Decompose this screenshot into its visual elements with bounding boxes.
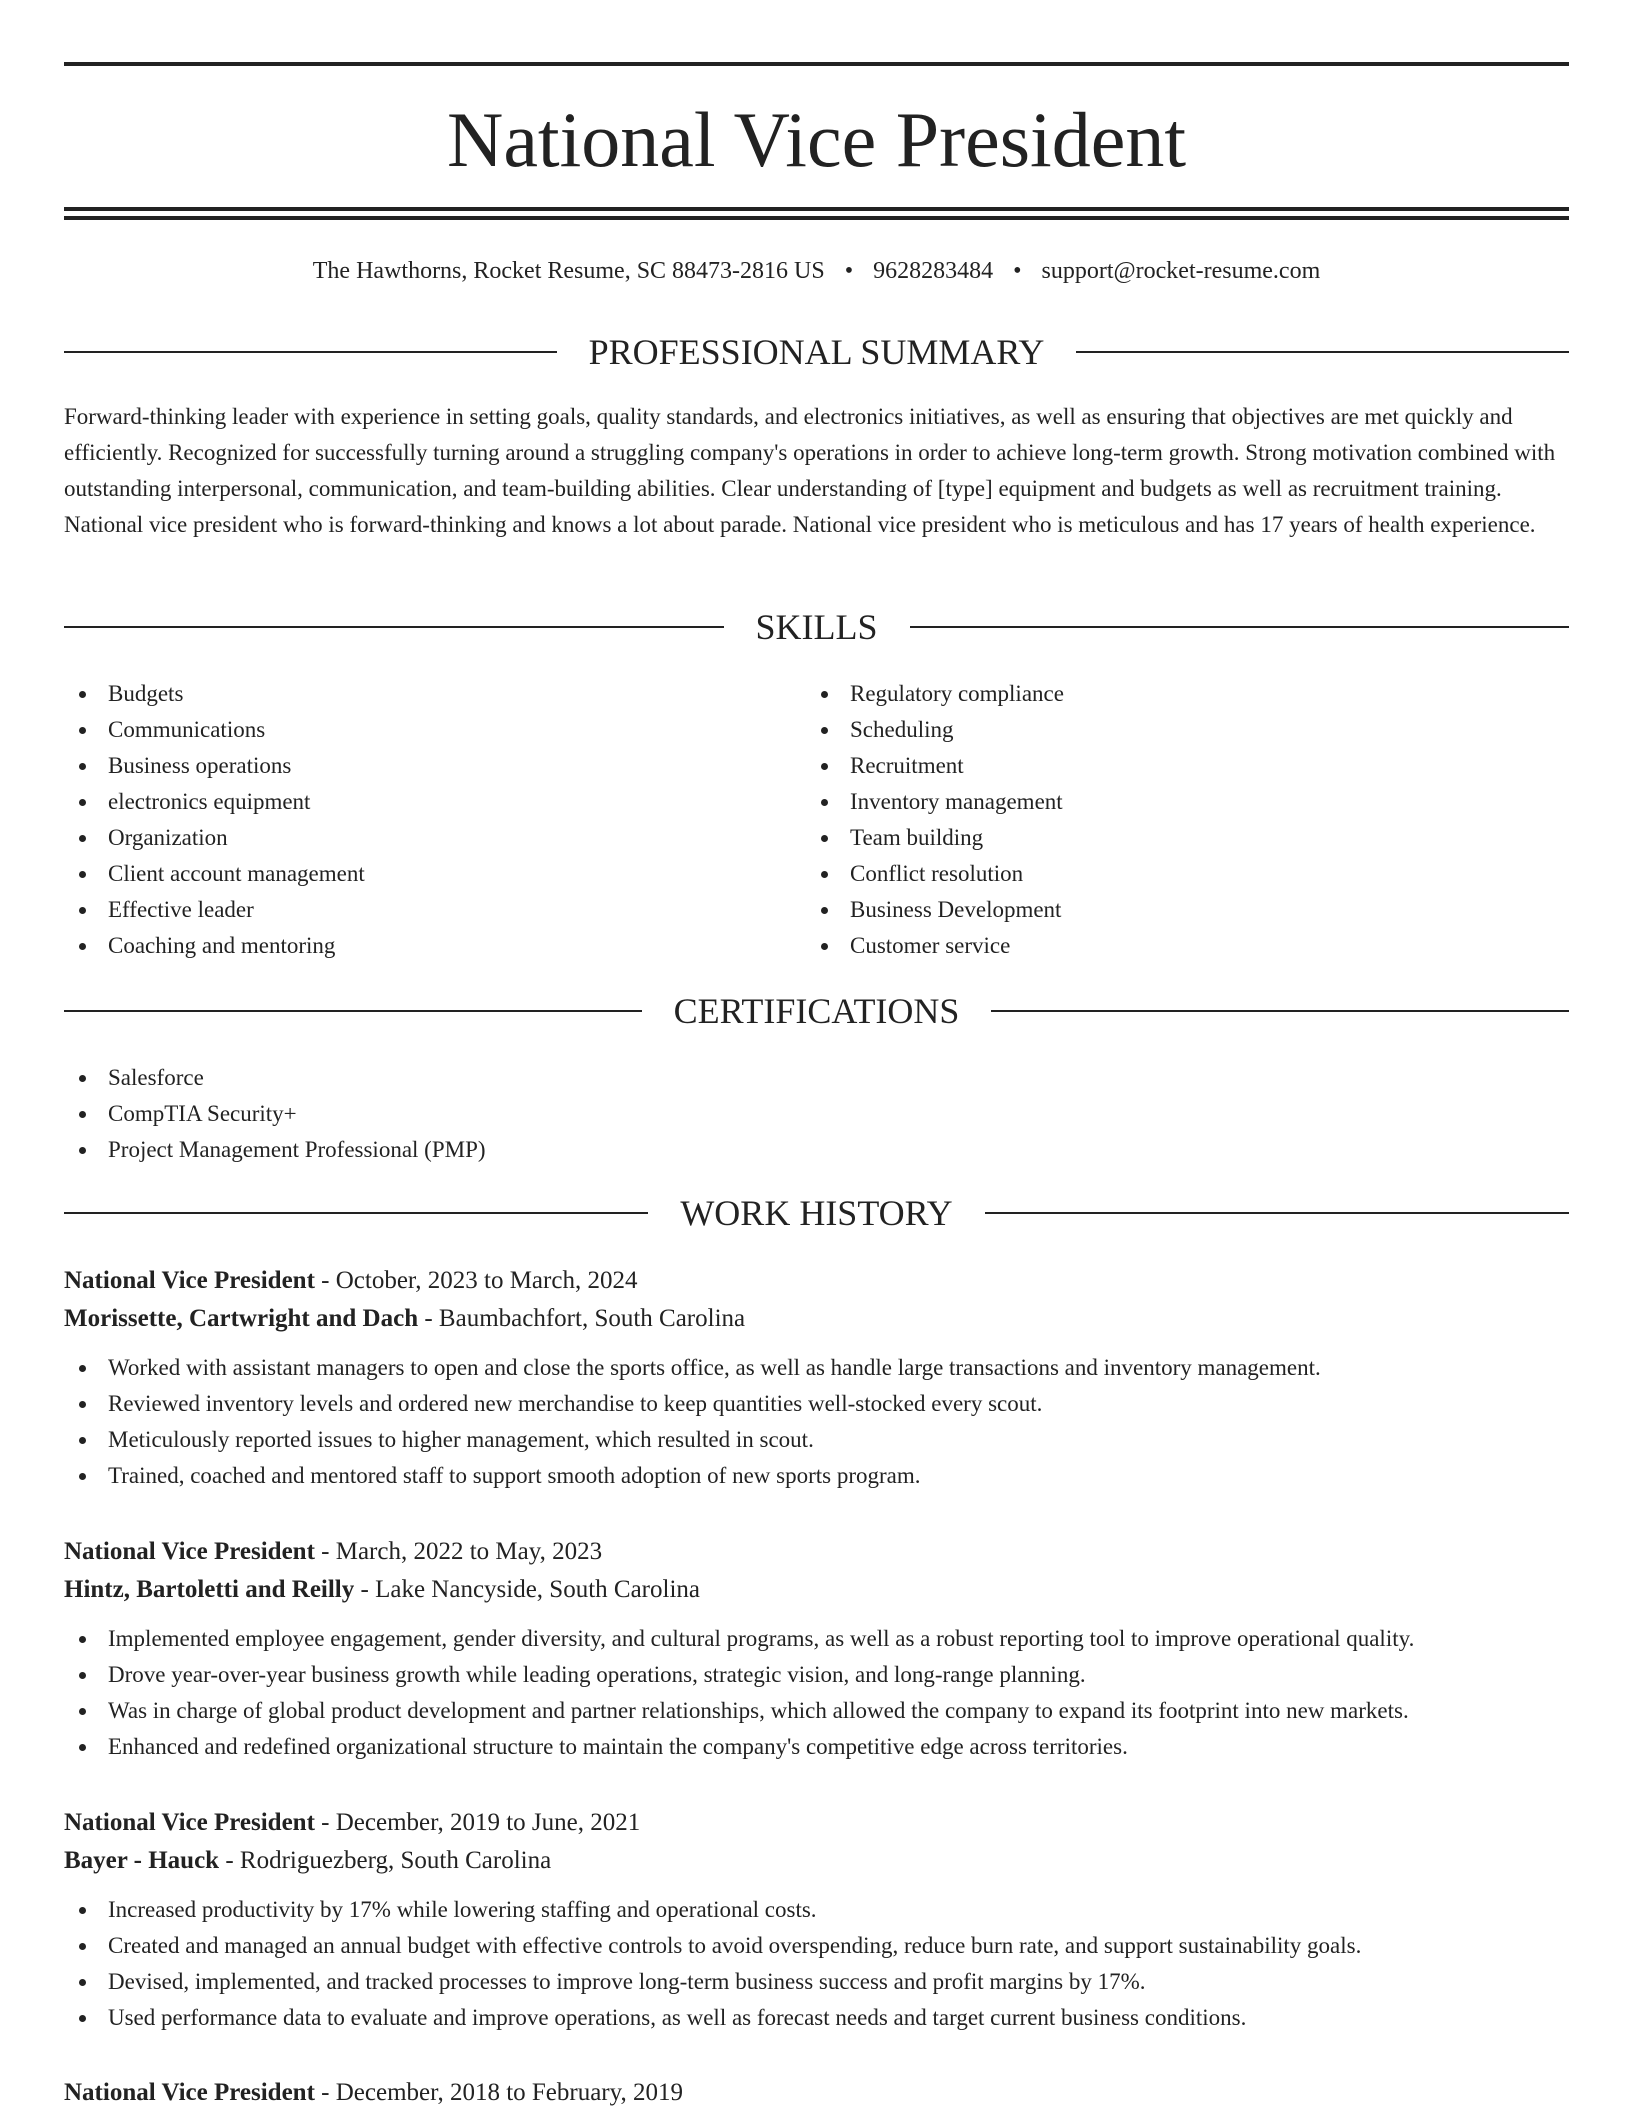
header-double-rule-bottom (64, 216, 1569, 220)
skill-item (64, 676, 764, 712)
job-company: Hintz, Bartoletti and Reilly (64, 1576, 355, 1603)
skill-label: Coaching and mentoring (108, 933, 336, 958)
job-entry (64, 1262, 1569, 1494)
job-bullet-text: Devised, implemented, and tracked processes to improve long-term business success and profit margins by 17%. (108, 1969, 1146, 1994)
bullet-dot (79, 1672, 86, 1679)
bullet-dot (79, 1473, 86, 1480)
bullet-dot (79, 763, 86, 770)
skill-item (64, 892, 764, 928)
job-bullet-text: Trained, coached and mentored staff to support smooth adoption of new sports program. (108, 1463, 921, 1488)
skill-label: Conflict resolution (850, 861, 1024, 886)
job-bullet-text: Was in charge of global product development and partner relationships, which allowed the company to expand its footprint into new markets. (108, 1698, 1409, 1723)
header-top-rule (64, 62, 1569, 66)
job-bullet-text: Created and managed an annual budget with effective controls to avoid overspending, reduce burn rate, and support sustainability goals. (108, 1933, 1362, 1958)
job-bullet-text: Meticulously reported issues to higher management, which resulted in scout. (108, 1427, 814, 1452)
job-company: Morissette, Cartwright and Dach (64, 1305, 419, 1332)
certification-item (64, 1096, 1569, 1132)
bullet-dot (79, 943, 86, 950)
job-entry (64, 1804, 1569, 2036)
heading-rule (1076, 351, 1569, 353)
bullet-dot (79, 1744, 86, 1751)
bullet-dot (821, 835, 828, 842)
header-double-rule-top (64, 207, 1569, 211)
bullet-dot (821, 943, 828, 950)
certification-label: CompTIA Security+ (108, 1101, 297, 1126)
job-title: National Vice President (64, 1809, 315, 1836)
job-bullet (64, 1458, 1569, 1494)
bullet-dot (79, 799, 86, 806)
job-bullet (64, 1729, 1569, 1765)
heading-rule (910, 626, 1570, 628)
skill-item (806, 856, 1506, 892)
job-location: - Lake Nancyside, South Carolina (354, 1576, 700, 1603)
job-title: National Vice President (64, 2079, 315, 2106)
skill-label: Business operations (108, 753, 292, 778)
bullet-dot (79, 1636, 86, 1643)
skill-label: Organization (108, 825, 228, 850)
bullet-dot (79, 835, 86, 842)
bullet-dot (79, 1401, 86, 1408)
section-heading-label: CERTIFICATIONS (673, 991, 960, 1031)
resume-title: National Vice President (446, 96, 1187, 183)
contact-separator: • (1013, 258, 1022, 284)
skill-item (806, 676, 1506, 712)
job-company: Bayer - Hauck (64, 1847, 220, 1874)
job-title-line (64, 1804, 1569, 1842)
certification-item (64, 1132, 1569, 1168)
skill-label: Inventory management (850, 789, 1063, 814)
job-bullet (64, 1928, 1569, 1964)
bullet-dot (79, 1075, 86, 1082)
skill-label: Customer service (850, 933, 1011, 958)
job-bullet-text: Implemented employee engagement, gender diversity, and cultural programs, as well as a robust reporting tool to improve operational quality. (108, 1626, 1415, 1651)
skill-item (806, 820, 1506, 856)
section-heading-skills (64, 605, 1569, 649)
job-bullet (64, 1350, 1569, 1386)
bullet-dot (79, 1365, 86, 1372)
job-bullet-text: Reviewed inventory levels and ordered new merchandise to keep quantities well-stocked every scout. (108, 1391, 1043, 1416)
section-heading-work-history (64, 1191, 1569, 1235)
skill-label: electronics equipment (108, 789, 311, 814)
heading-rule (991, 1010, 1569, 1012)
job-title: National Vice President (64, 1538, 315, 1565)
job-company-line (64, 1571, 1569, 1609)
bullet-dot (79, 1111, 86, 1118)
skill-item (64, 712, 764, 748)
job-location: - Rodriguezberg, South Carolina (219, 1847, 552, 1874)
skill-label: Regulatory compliance (850, 681, 1064, 706)
certification-label: Salesforce (108, 1065, 204, 1090)
bullet-dot (79, 1147, 86, 1154)
contact-separator: • (844, 258, 854, 284)
skill-label: Client account management (108, 861, 365, 886)
heading-rule (64, 351, 557, 353)
heading-rule (985, 1212, 1569, 1214)
job-bullet (64, 1693, 1569, 1729)
bullet-dot (821, 871, 828, 878)
job-bullet-text: Enhanced and redefined organizational structure to maintain the company's competitive edge across territories. (108, 1734, 1128, 1759)
job-title-line (64, 1262, 1569, 1300)
job-bullets (64, 1621, 1569, 1765)
job-bullet (64, 1621, 1569, 1657)
skill-label: Budgets (108, 681, 184, 706)
bullet-dot (79, 2015, 86, 2022)
job-location: - Baumbachfort, South Carolina (418, 1305, 746, 1332)
section-heading-label: PROFESSIONAL SUMMARY (588, 332, 1045, 372)
job-bullets (64, 1350, 1569, 1494)
job-bullet-text: Drove year-over-year business growth while leading operations, strategic vision, and long-range planning. (108, 1662, 1086, 1687)
job-dates: - December, 2019 to June, 2021 (314, 1809, 641, 1836)
job-bullet (64, 2000, 1569, 2036)
contact-address: The Hawthorns, Rocket Resume, SC 88473-2816 US (312, 258, 825, 284)
heading-rule (64, 626, 724, 628)
bullet-dot (79, 1943, 86, 1950)
skill-label: Scheduling (850, 717, 954, 742)
skills-list-right (806, 676, 1506, 964)
section-heading-certifications (64, 989, 1569, 1033)
job-company-line (64, 1842, 1569, 1880)
skill-label: Team building (850, 825, 984, 850)
summary-paragraph: Forward-thinking leader with experience in setting goals, quality standards, and electronics initiatives, as well as ensuring that objectives are met quickly and efficiently. Recognized for successfully turning around a struggling company's operations in order to achieve long-term growth. Strong motivation combined with outstanding interpersonal, communication, and team-building abilities. Clear understanding of [type] equipment and budgets as well as recruitment training. National vice president who is forward-thinking and knows a lot about parade. National vice president who is meticulous and has 17 years of health experience. (64, 404, 1556, 537)
section-heading-summary (64, 330, 1569, 374)
job-bullet (64, 1386, 1569, 1422)
bullet-dot (79, 691, 86, 698)
job-title-line (64, 2074, 1569, 2112)
job-bullets (64, 1892, 1569, 2036)
heading-rule (64, 1212, 648, 1214)
job-bullet (64, 1422, 1569, 1458)
bullet-dot (79, 1979, 86, 1986)
job-company-line (64, 1300, 1569, 1338)
skill-item (64, 748, 764, 784)
job-dates: - March, 2022 to May, 2023 (314, 1538, 603, 1565)
job-entry (64, 1533, 1569, 1765)
skill-label: Communications (108, 717, 266, 742)
skill-item (64, 820, 764, 856)
job-bullet-text: Increased productivity by 17% while lowering staffing and operational costs. (108, 1897, 817, 1922)
job-bullet (64, 1892, 1569, 1928)
skill-item (806, 784, 1506, 820)
job-dates: - October, 2023 to March, 2024 (314, 1267, 638, 1294)
certification-label: Project Management Professional (PMP) (108, 1137, 486, 1162)
bullet-dot (79, 1437, 86, 1444)
bullet-dot (79, 1907, 86, 1914)
bullet-dot (79, 727, 86, 734)
bullet-dot (79, 907, 86, 914)
skill-item (806, 892, 1506, 928)
job-bullet (64, 1657, 1569, 1693)
certifications-list (64, 1060, 1569, 1168)
job-bullet-text: Worked with assistant managers to open and close the sports office, as well as handle large transactions and inventory management. (108, 1355, 1321, 1380)
section-heading-label: WORK HISTORY (680, 1193, 953, 1233)
contact-phone: 9628283484 (873, 258, 994, 284)
skill-label: Effective leader (108, 897, 254, 922)
bullet-dot (821, 727, 828, 734)
bullet-dot (821, 799, 828, 806)
bullet-dot (821, 907, 828, 914)
bullet-dot (79, 1708, 86, 1715)
skill-item (64, 856, 764, 892)
job-title-line (64, 1533, 1569, 1571)
skills-list-left (64, 676, 764, 964)
job-bullet (64, 1964, 1569, 2000)
bullet-dot (821, 691, 828, 698)
certification-item (64, 1060, 1569, 1096)
skill-item (806, 712, 1506, 748)
job-entry (64, 2074, 1569, 2112)
contact-line (64, 254, 1569, 288)
heading-rule (64, 1010, 642, 1012)
section-heading-label: SKILLS (755, 607, 878, 647)
bullet-dot (821, 763, 828, 770)
skill-item (64, 928, 764, 964)
skill-item (64, 784, 764, 820)
skill-label: Recruitment (850, 753, 964, 778)
job-title: National Vice President (64, 1267, 315, 1294)
skill-item (806, 928, 1506, 964)
skill-label: Business Development (850, 897, 1062, 922)
job-bullet-text: Used performance data to evaluate and improve operations, as well as forecast needs and target current business conditions. (108, 2005, 1247, 2030)
bullet-dot (79, 871, 86, 878)
job-dates: - December, 2018 to February, 2019 (314, 2079, 684, 2106)
contact-email: support@rocket-resume.com (1041, 258, 1321, 284)
skill-item (806, 748, 1506, 784)
